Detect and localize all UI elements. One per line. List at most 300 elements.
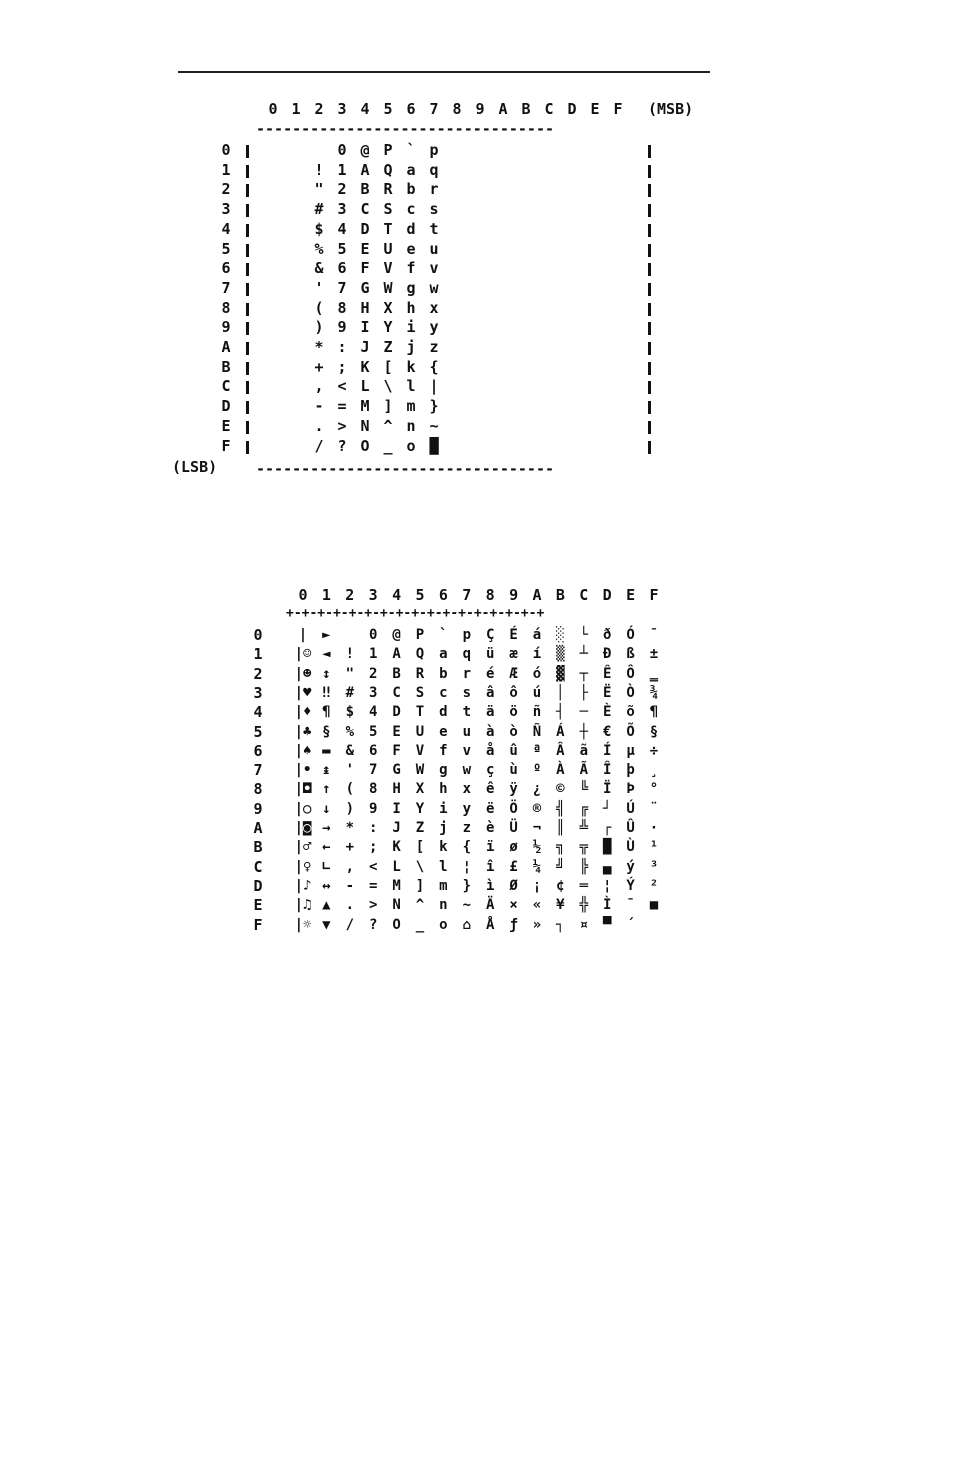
table2-cell: ╦ — [579, 839, 589, 856]
column-header-2: 2 — [314, 100, 324, 118]
table1-cell: U — [383, 239, 393, 258]
column-header-A: A — [498, 100, 508, 118]
table2-cell: ┘ — [602, 800, 612, 817]
table2-cell: |• — [294, 762, 312, 779]
table1-cell: a — [406, 160, 416, 179]
table2-cell: Ó — [626, 627, 635, 643]
table2-cell: < — [368, 858, 378, 875]
table2-row-header-7: 7 — [253, 761, 263, 780]
row-header-4: 4 — [221, 219, 231, 238]
table2-cell: Ñ — [532, 723, 542, 740]
table2-cell: ¹ — [649, 839, 659, 856]
table1-cell: 4 — [337, 219, 347, 238]
row-header-C: C — [221, 377, 231, 396]
table2-cell: Ù — [626, 839, 635, 856]
row-header-A: A — [221, 338, 231, 356]
table2-cell: E — [392, 723, 401, 740]
table1-cell: x — [429, 298, 439, 317]
table1-cell: * — [314, 338, 324, 356]
table2-cell: ║ — [556, 820, 565, 836]
row-left-bar — [246, 441, 249, 454]
table1-cell: ] — [383, 397, 393, 416]
table2-cell: Ï — [602, 781, 612, 798]
table1-cell: \ — [383, 377, 393, 396]
table2-cell: * — [345, 820, 355, 836]
table2-cell: ¶ — [322, 704, 331, 721]
table2-row-header-B: B — [253, 838, 263, 857]
table2-cell: ¿ — [532, 781, 542, 798]
table2-cell: T — [415, 704, 425, 721]
table2-cell: V — [415, 742, 425, 759]
table2-cell: |♀ — [294, 858, 312, 875]
table2-cell: Â — [556, 742, 565, 759]
table2-column-header-C: C — [579, 586, 589, 604]
table2-cell: £ — [509, 858, 518, 875]
table2-cell: å — [485, 742, 495, 759]
table2-cell: Ã — [579, 762, 589, 779]
table2-cell: ◄ — [322, 646, 331, 663]
table2-cell: Í — [602, 742, 612, 759]
row-header-E: E — [221, 416, 231, 435]
table2-row-header-2: 2 — [253, 664, 263, 683]
table1-cell: Y — [383, 318, 393, 337]
table1-cell: h — [406, 298, 416, 317]
table2-column-header-0: 0 — [298, 586, 308, 604]
table2-cell: U — [415, 723, 425, 740]
table1-cell: 6 — [337, 259, 347, 278]
table2-cell: Á — [556, 723, 565, 740]
table1-cell: 0 — [337, 141, 347, 159]
table1-cell: v — [429, 259, 439, 278]
row-left-bar — [246, 145, 249, 158]
table1-cell: : — [337, 338, 347, 356]
table2-cell: v — [462, 742, 472, 759]
table2-cell: ¢ — [556, 877, 565, 894]
table2-cell: Ä — [485, 897, 495, 914]
table2-cell: ¦ — [602, 877, 612, 894]
row-header-1: 1 — [221, 160, 231, 179]
table2-cell: c — [439, 684, 448, 701]
table2-cell: ! — [345, 646, 355, 663]
table2-cell: N — [392, 897, 401, 914]
table2-cell: Ç — [485, 627, 495, 643]
row-right-bar — [648, 421, 651, 434]
table1-cell: k — [406, 357, 416, 376]
row-left-bar — [246, 224, 249, 237]
table2-cell: Û — [626, 820, 635, 836]
table1-cell: . — [314, 416, 324, 435]
table2-cell: ¯ — [649, 627, 659, 643]
table2-cell: ├ — [579, 684, 589, 701]
table1-cell: S — [383, 200, 393, 219]
table2-cell: Î — [602, 762, 612, 779]
table2-cell: |♂ — [294, 839, 312, 856]
table2-cell: s — [462, 684, 472, 701]
table2-cell: 2 — [368, 665, 378, 682]
table2-cell: |♦ — [294, 704, 312, 721]
table2-cell: ô — [509, 684, 518, 701]
table2-cell: ² — [649, 877, 659, 894]
table2-cell: D — [392, 704, 401, 721]
table2-cell: þ — [626, 762, 635, 779]
table1-cell: g — [406, 278, 416, 297]
row-header-7: 7 — [221, 278, 231, 297]
table2-cell: m — [439, 877, 448, 894]
table1-cell: i — [406, 318, 416, 337]
table2-cell: M — [392, 877, 401, 894]
row-header-2: 2 — [221, 180, 231, 199]
row-left-bar — [246, 184, 249, 197]
table2-row-header-E: E — [253, 896, 263, 915]
table1-cell: c — [406, 200, 416, 219]
table2-cell: À — [556, 762, 565, 779]
table2-cell: ┬ — [579, 665, 589, 682]
row-right-bar — [648, 441, 651, 454]
column-header-D: D — [567, 100, 577, 118]
table2-cell: ┤ — [556, 704, 565, 721]
table2-cell: ▼ — [322, 916, 331, 933]
table2-cell: » — [532, 916, 542, 933]
table2-cell: â — [485, 684, 495, 701]
table1-cell: I — [360, 318, 370, 337]
table2-cell: ð — [602, 627, 612, 643]
table2-cell: / — [345, 916, 355, 933]
table2-cell: î — [485, 858, 495, 875]
table2-cell: |♠ — [294, 742, 312, 759]
row-left-bar — [246, 381, 249, 394]
row-left-bar — [246, 204, 249, 217]
table1-cell: P — [383, 141, 393, 159]
table2-cell: ─ — [579, 704, 589, 721]
table2-cell: ↕ — [322, 665, 331, 682]
table2-cell: ± — [649, 646, 659, 663]
table2-column-header-3: 3 — [368, 586, 378, 604]
table2-cell: ∟ — [322, 858, 331, 875]
table2-cell: g — [439, 762, 448, 779]
table2-cell: 4 — [368, 704, 378, 721]
column-header-8: 8 — [452, 100, 462, 118]
table1-cell: _ — [383, 436, 393, 455]
table2-cell: ┐ — [556, 916, 565, 933]
table2-cell: ╝ — [556, 858, 565, 875]
table2-cell: ÷ — [649, 742, 659, 759]
row-left-bar — [246, 244, 249, 257]
table1-cell: 9 — [337, 318, 347, 337]
table2-cell: ░ — [556, 627, 565, 643]
table2-cell: ° — [649, 781, 659, 798]
column-header-9: 9 — [475, 100, 485, 118]
table2-cell: |◙ — [294, 820, 312, 836]
table1-cell: ! — [314, 160, 324, 179]
row-right-bar — [648, 381, 651, 394]
table2-cell: Ë — [602, 684, 612, 701]
table1-cell: N — [360, 416, 370, 435]
table2-cell: q — [462, 646, 472, 663]
row-right-bar — [648, 204, 651, 217]
table2-cell: é — [485, 665, 495, 682]
table1-cell: █ — [429, 436, 439, 455]
table2-cell: [ — [415, 839, 425, 856]
table1-cell: d — [406, 219, 416, 238]
table2-cell: ← — [322, 839, 331, 856]
table1-cell: D — [360, 219, 370, 238]
table1-cell: T — [383, 219, 393, 238]
table1-cell: X — [383, 298, 393, 317]
table2-cell: ┴ — [579, 646, 589, 663]
table2-cell: ÿ — [509, 781, 518, 798]
table1-cell: A — [360, 160, 370, 179]
table2-cell: ç — [485, 762, 495, 779]
table2-cell: P — [415, 627, 425, 643]
table2-cell: × — [509, 897, 518, 914]
table2-cell: ï — [485, 839, 495, 856]
table1-cell: { — [429, 357, 439, 376]
table1-cell: l — [406, 377, 416, 396]
table1-cell: z — [429, 338, 439, 356]
row-header-3: 3 — [221, 200, 231, 219]
table2-cell: } — [462, 877, 472, 894]
column-header-3: 3 — [337, 100, 347, 118]
table2-cell: ⌂ — [462, 916, 472, 933]
row-right-bar — [648, 362, 651, 375]
row-left-bar — [246, 165, 249, 178]
table1-cell: C — [360, 200, 370, 219]
table2-cell: ↑ — [322, 781, 331, 798]
table1-cell: y — [429, 318, 439, 337]
table2-cell: Ö — [509, 800, 518, 817]
table2-cell: ' — [345, 762, 355, 779]
table1-cell: ` — [406, 141, 416, 159]
table2-cell: ▒ — [556, 646, 565, 663]
table2-cell: z — [462, 820, 472, 836]
table1-cell: O — [360, 436, 370, 455]
table2-cell: , — [345, 858, 355, 875]
table1-cell: & — [314, 259, 324, 278]
table2-cell: X — [415, 781, 425, 798]
table2-cell: G — [392, 762, 401, 779]
table2-cell: ▀ — [602, 916, 612, 933]
table2-cell: Ý — [626, 877, 635, 894]
table2-cell: I — [392, 800, 401, 817]
table2-cell: ↨ — [322, 762, 331, 779]
table2-cell: « — [532, 897, 542, 914]
table1-cell: p — [429, 141, 439, 159]
table1-cell: , — [314, 377, 324, 396]
row-left-bar — [246, 362, 249, 375]
table2-cell: ƒ — [509, 916, 518, 933]
column-header-B: B — [521, 100, 531, 118]
table2-cell: & — [345, 742, 355, 759]
row-right-bar — [648, 283, 651, 296]
table2-cell: R — [415, 665, 425, 682]
table2-cell: ¤ — [579, 916, 589, 933]
table2-cell: · — [649, 820, 659, 836]
table2-column-header-D: D — [602, 586, 612, 604]
table1-cell: " — [314, 180, 324, 199]
table2-cell: Ì — [602, 897, 612, 914]
table2-cell: ═ — [579, 877, 589, 894]
table2-cell: ¾ — [649, 684, 659, 701]
table2-cell: r — [462, 665, 472, 682]
table2-cell: ╩ — [579, 820, 589, 836]
table2-cell: Æ — [509, 665, 518, 682]
table2-cell: { — [462, 839, 472, 856]
table2-cell: : — [368, 820, 378, 836]
row-right-bar — [648, 145, 651, 158]
table2-cell: Å — [485, 916, 495, 933]
table2-cell: > — [368, 897, 378, 914]
table2-cell: H — [392, 781, 401, 798]
row-left-bar — [246, 303, 249, 316]
table2-cell: i — [439, 800, 448, 817]
table1-cell: ( — [314, 298, 324, 317]
table1-cell: W — [383, 278, 393, 297]
table2-cell: ª — [532, 742, 542, 759]
table2-column-header-9: 9 — [509, 586, 519, 604]
row-header-6: 6 — [221, 259, 231, 278]
table1-cell: r — [429, 180, 439, 199]
table2-cell: ä — [485, 704, 495, 721]
table2-cell: ▲ — [322, 897, 331, 914]
table2-column-header-7: 7 — [462, 586, 472, 604]
table1-cell: ^ — [383, 416, 393, 435]
table2-row-header-D: D — [253, 876, 263, 895]
table1-cell: 7 — [337, 278, 347, 297]
table2-cell: ã — [579, 742, 589, 759]
table1-cell: | — [429, 377, 439, 396]
table2-cell: J — [392, 820, 401, 836]
table2-row-header-A: A — [253, 819, 263, 837]
table2-cell: ¸ — [649, 762, 659, 779]
row-right-bar — [648, 184, 651, 197]
table2-cell: ¦ — [462, 858, 472, 875]
table2-cell: 7 — [368, 762, 378, 779]
table2-cell: ê — [485, 781, 495, 798]
table2-cell: n — [439, 897, 448, 914]
table2-row-header-1: 1 — [253, 645, 263, 664]
table1-cell: H — [360, 298, 370, 317]
row-right-bar — [648, 263, 651, 276]
table2-cell: ╗ — [556, 839, 565, 856]
table2-cell: Z — [415, 820, 425, 836]
table2-cell: Õ — [626, 723, 635, 740]
table2-cell: 5 — [368, 723, 378, 740]
table2-cell: # — [345, 684, 355, 701]
table1-cell: t — [429, 219, 439, 238]
row-header-F: F — [221, 436, 231, 455]
table2-cell: Ø — [509, 877, 518, 894]
table1-cell: + — [314, 357, 324, 376]
table2-cell: ó — [532, 665, 542, 682]
table2-cell: ß — [626, 646, 635, 663]
table1-cell: 3 — [337, 200, 347, 219]
table2-cell: _ — [415, 916, 425, 933]
table2-column-header-B: B — [555, 586, 565, 604]
table2-cell: p — [462, 627, 472, 643]
row-header-D: D — [221, 397, 231, 416]
table2-cell: ■ — [649, 897, 659, 914]
table2-cell: 0 — [368, 627, 378, 643]
table2-cell: ┼ — [579, 723, 589, 740]
table1-cell: n — [406, 416, 416, 435]
table1-cell: b — [406, 180, 416, 199]
table2-cell: æ — [509, 646, 518, 663]
table2-cell: f — [439, 742, 448, 759]
row-left-bar — [246, 401, 249, 414]
table2-cell: ö — [509, 704, 518, 721]
table2-cell: ñ — [532, 704, 542, 721]
row-right-bar — [648, 165, 651, 178]
table1-cell: 8 — [337, 298, 347, 317]
table1-cell: ) — [314, 318, 324, 337]
table1-cell: u — [429, 239, 439, 258]
row-header-B: B — [221, 357, 231, 376]
table2-cell: ¡ — [532, 877, 542, 894]
table1-cell: 5 — [337, 239, 347, 258]
table2-cell: C — [392, 684, 401, 701]
table2-cell: ú — [532, 684, 542, 701]
table2-row-header-5: 5 — [253, 722, 263, 741]
table2-cell: í — [532, 646, 542, 663]
table2-plus-divider: +-+-+-+-+-+-+-+-+-+-+-+-+-+-+-+-+ — [286, 606, 545, 621]
table1-cell: # — [314, 200, 324, 219]
table2-cell: Ê — [602, 665, 612, 682]
table2-column-header-6: 6 — [438, 586, 448, 604]
table2-cell: ) — [345, 800, 355, 817]
table2-column-header-5: 5 — [415, 586, 425, 604]
table2-cell: e — [439, 723, 448, 740]
table2-cell: A — [392, 646, 401, 663]
table1-top-dashes: --------------------------------- — [256, 120, 555, 134]
table2-column-header-A: A — [532, 586, 542, 604]
table2-cell: Ð — [602, 646, 612, 663]
column-header-4: 4 — [360, 100, 370, 118]
table2-row-header-F: F — [253, 915, 263, 934]
table2-cell: ý — [626, 858, 635, 875]
table2-cell: F — [392, 742, 401, 759]
table1-cell: w — [429, 278, 439, 297]
table2-cell: Q — [415, 646, 425, 663]
table2-cell: \ — [415, 858, 425, 875]
table1-cell: M — [360, 397, 370, 416]
table2-cell: █ — [602, 839, 612, 856]
table2-cell: l — [439, 858, 448, 875]
table1-cell: % — [314, 239, 324, 258]
column-header-7: 7 — [429, 100, 439, 118]
table2-cell: |♫ — [294, 897, 312, 914]
row-left-bar — [246, 421, 249, 434]
table1-cell: ? — [337, 436, 347, 455]
table2-cell: ‗ — [649, 665, 659, 682]
table2-cell: |○ — [294, 800, 312, 817]
table2-cell: O — [392, 916, 401, 933]
table1-cell: / — [314, 436, 324, 455]
row-left-bar — [246, 283, 249, 296]
table2-cell: L — [392, 858, 401, 875]
table2-cell: ì — [485, 877, 495, 894]
table2-cell: Ò — [626, 684, 635, 701]
table2-cell: o — [439, 916, 448, 933]
table1-cell: ; — [337, 357, 347, 376]
table2-row-header-0: 0 — [253, 626, 263, 644]
table2-cell: ╣ — [556, 800, 565, 817]
table1-cell: o — [406, 436, 416, 455]
table2-cell: µ — [626, 742, 635, 759]
column-header-1: 1 — [291, 100, 301, 118]
table2-cell: ´ — [626, 916, 635, 933]
table2-cell: K — [392, 839, 401, 856]
table1-cell: [ — [383, 357, 393, 376]
